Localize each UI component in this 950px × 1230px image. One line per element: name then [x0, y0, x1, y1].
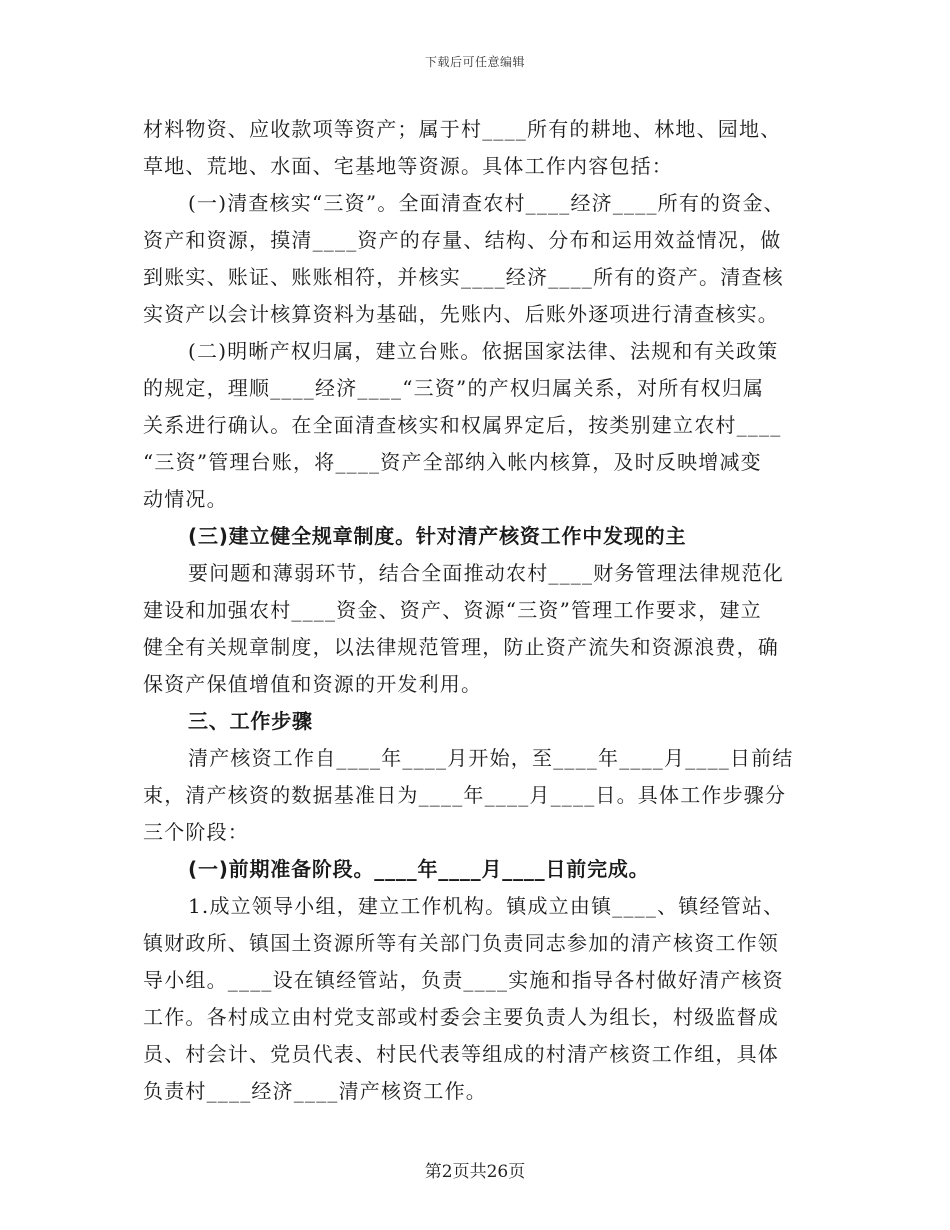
- text-line: 清产核资工作自____年____月开始，至____年____月____日前结: [188, 746, 794, 770]
- text-line: 关系进行确认。在全面清查核实和权属界定后，按类别建立农村____: [143, 413, 782, 437]
- text-line: 建设和加强农村____资金、资产、资源“三资”管理工作要求，建立: [143, 598, 762, 622]
- text-line: 材料物资、应收款项等资产；属于村____所有的耕地、林地、园地、: [143, 117, 782, 141]
- text-line: 动情况。: [143, 487, 228, 511]
- text-line: 保资产保值增值和资源的开发利用。: [143, 672, 483, 696]
- text-line: 实资产以会计核算资料为基础，先账内、后账外逐项进行清查核实。: [143, 302, 779, 326]
- text-line: (二)明晰产权归属，建立台账。依据国家法律、法规和有关政策: [188, 339, 779, 363]
- text-line: 负责村____经济____清产核资工作。: [143, 1079, 487, 1103]
- text-line: 的规定，理顺____经济____“三资”的产权归属关系，对所有权归属: [143, 376, 765, 400]
- text-line: (一)前期准备阶段。____年____月____日前完成。: [188, 857, 650, 881]
- text-line: 三、工作步骤: [188, 709, 313, 733]
- text-line: 要问题和薄弱环节，结合全面推动农村____财务管理法律规范化: [188, 561, 784, 585]
- text-line: 草地、荒地、水面、宅基地等资源。具体工作内容包括：: [143, 154, 673, 178]
- text-line: 健全有关规章制度，以法律规范管理，防止资产流失和资源浪费，确: [143, 635, 779, 659]
- text-line: 到账实、账证、账账相符，并核实____经济____所有的资产。清查核: [143, 265, 784, 289]
- text-line: 三个阶段：: [143, 820, 249, 844]
- page-footer: 第2页共26页: [424, 1162, 526, 1182]
- text-line: 工作。各村成立由村党支部或村委会主要负责人为组长，村级监督成: [143, 1005, 779, 1029]
- text-line: 员、村会计、党员代表、村民代表等组成的村清产核资工作组，具体: [143, 1042, 779, 1066]
- text-line: (三)建立健全规章制度。针对清产核资工作中发现的主: [188, 524, 687, 548]
- text-line: (一)清查核实“三资”。全面清查农村____经济____所有的资金、: [188, 191, 785, 215]
- text-line: “三资”管理台账，将____资产全部纳入帐内核算，及时反映增减变: [143, 450, 762, 474]
- text-line: 镇财政所、镇国土资源所等有关部门负责同志参加的清产核资工作领: [143, 931, 779, 955]
- text-line: 束，清产核资的数据基准日为____年____月____日。具体工作步骤分: [143, 783, 787, 807]
- document-body: [143, 111, 813, 1110]
- text-line: 资产和资源，摸清____资产的存量、结构、分布和运用效益情况，做: [143, 228, 782, 252]
- page-header: 下载后可任意编辑: [424, 55, 525, 69]
- text-line: 导小组。____设在镇经管站，负责____实施和指导各村做好清产核资: [143, 968, 784, 992]
- text-line: 1.成立领导小组，建立工作机构。镇成立由镇____、镇经管站、: [188, 894, 785, 918]
